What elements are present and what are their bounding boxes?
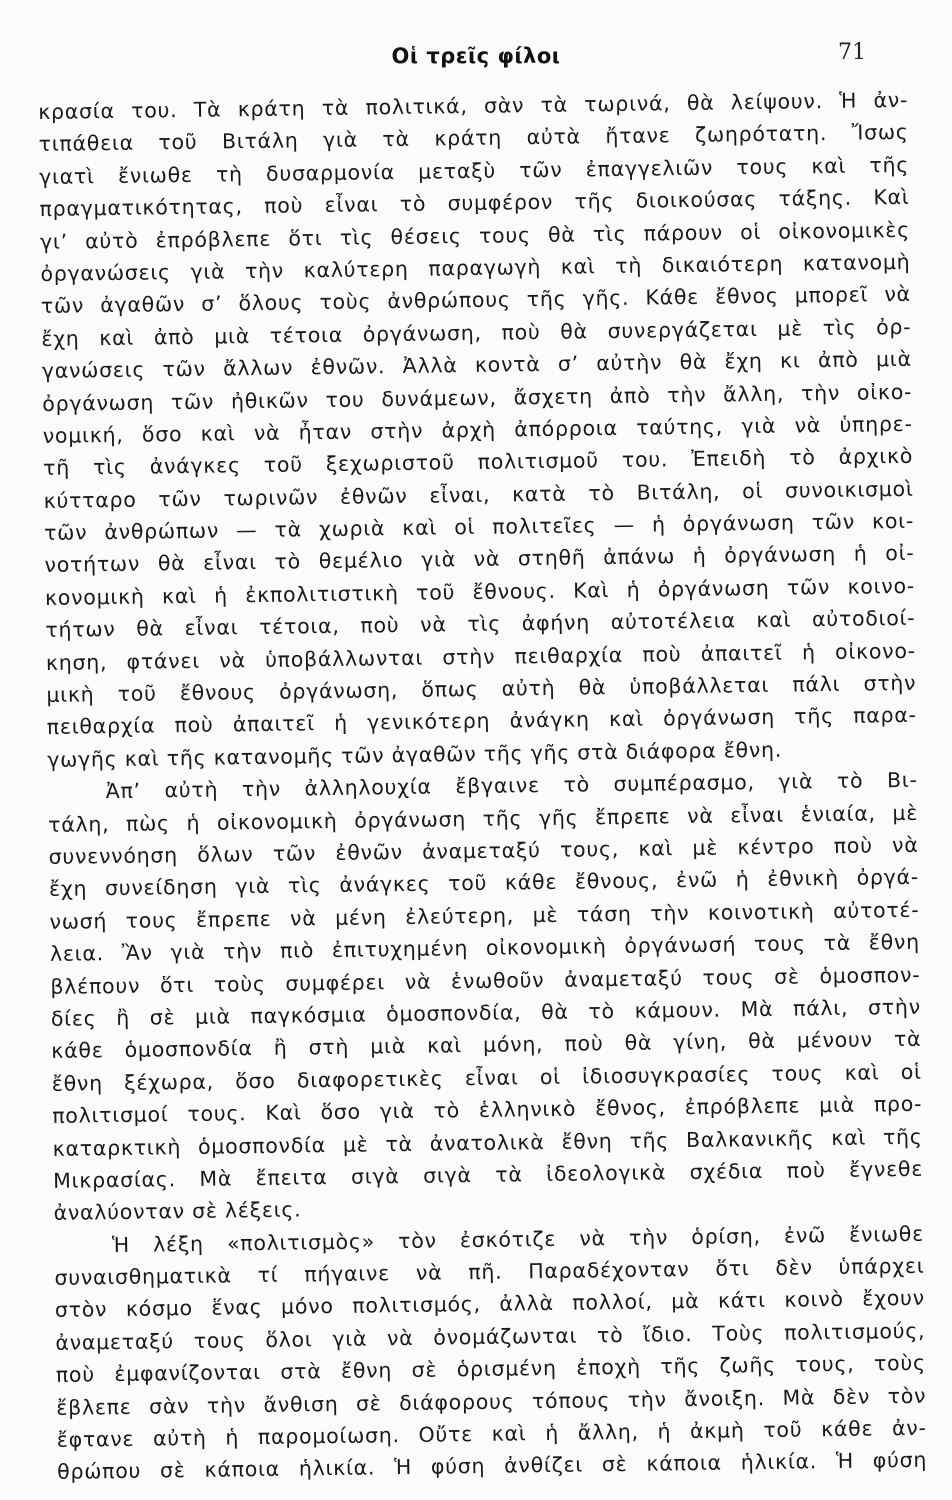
text-line: πραγματικότητας, ποὺ εἶναι τὸ συμφέρον τῆς διοικούσας τάξης. Καὶ [39, 185, 910, 222]
text-line: Ἡ λέξη «πολιτισμὸς» τὸν ἐσκότιζε νὰ τὴν ὁρίση, ἐνῶ ἔνιωθε [111, 1221, 925, 1257]
text-line: Μικρασίας. Μὰ ἔπειτα σιγὰ σιγὰ τὰ ἰδεολογικὰ σχέδια ποὺ ἔγνεθε [52, 1156, 924, 1193]
text-line: ποὺ ἐμφανίζονται στὰ ἔθνη σὲ ὁρισμένη ἐποχὴ τῆς ζωῆς τους, τοὺς [55, 1350, 926, 1388]
text-line: νοτήτων θὰ εἶναι τὸ θεμέλιο γιὰ νὰ στηθῆ ἀπάνω ἡ ὀργάνωση ἡ οἰ- [44, 541, 915, 578]
text-line: γανώσεις τῶν ἄλλων ἐθνῶν. Ἀλλὰ κοντὰ σ’ αὐτὴν θὰ ἔχη κι ἀπὸ μιὰ [41, 346, 912, 384]
text-line: τήτων θὰ εἶναι τέτοια, ποὺ νὰ τὶς ἀφήνη αὐτοτέλεια καὶ αὐτοδιοί- [45, 606, 916, 643]
text-line: νομική, ὅσο καὶ νὰ ἦταν στὴν ἀρχὴ ἀπόρροια ταύτης, γιὰ νὰ ὑπηρε- [42, 411, 913, 448]
text-line: γι’ αὐτὸ ἐπρόβλεπε ὅτι τὶς θέσεις τους θὰ τὶς πάρουν οἱ οἰκονομικὲς [39, 217, 911, 254]
text-line: ἔχη καὶ ἀπὸ μιὰ τέτοια ὀργάνωση, ποὺ θὰ συνεργάζεται μὲ τὶς ὀρ- [41, 314, 912, 351]
text-line: ἀναλύονταν σὲ λέξεις. [53, 1197, 302, 1226]
text-line: ἀναμεταξύ τους ὅλοι γιὰ νὰ ὀνομάζωνται τὸ ἴδιο. Τοὺς πολιτισμούς, [55, 1318, 926, 1355]
text-line: ὀργάνωση τῶν ἠθικῶν του δυνάμεων, ἄσχετη ἀπὸ τὴν ἄλλη, τὴν οἰκο- [42, 379, 913, 416]
text-line: συναισθηματικὰ τί πήγαινε νὰ πῆ. Παραδέχονταν ὅτι δὲν ὑπάρχει [54, 1253, 925, 1290]
text-line: στὸν κόσμο ἕνας μόνο πολιτισμός, ἀλλὰ πολλοί, μὰ κάτι κοινὸ ἔχουν [54, 1286, 926, 1323]
text-line: ἔφτανε αὐτὴ ἡ παρομοίωση. Οὔτε καὶ ἡ ἄλλη, ἡ ἀκμὴ τοῦ κάθε ἀν- [56, 1415, 927, 1452]
text-line: κύτταρο τῶν τωρινῶν ἐθνῶν εἶναι, κατὰ τὸ Βιτάλη, οἱ συνοικισμοὶ [43, 476, 914, 513]
text-line: ἔχη συνείδηση γιὰ τὶς ἀνάγκες τοῦ κάθε ἔθνους, ἐνῶ ἡ ἐθνικὴ ὀργά- [48, 865, 920, 902]
text-line: τιπάθεια τοῦ Βιτάλη γιὰ τὰ κράτη αὐτὰ ἤτανε ζωηρότατη. Ἴσως [38, 120, 909, 157]
text-line: κηση, φτάνει νὰ ὑποβάλλωνται στὴν πειθαρχία ποὺ ἀπαιτεῖ ἡ οἰκονο- [45, 638, 916, 675]
text-line: τῶν ἀγαθῶν σ’ ὅλους τοὺς ἀνθρώπους τῆς γῆς. Κάθε ἔθνος μπορεῖ νὰ [40, 282, 912, 319]
text-line: κονομικὴ καὶ ἡ ἐκπολιτιστικὴ τοῦ ἔθνους. Καὶ ἡ ὀργάνωση τῶν κοινο- [44, 573, 916, 610]
text-line: τάλη, πὼς ἡ οἰκονομικὴ ὀργάνωση τῆς γῆς ἔπρεπε νὰ εἶναι ἑνιαία, μὲ [48, 800, 919, 837]
text-line: καταρκτικὴ ὁμοσπονδία μὲ τὰ ἀνατολικὰ ἔθνη τῆς Βαλκανικῆς καὶ τῆς [52, 1124, 923, 1161]
text-line: πολιτισμοί τους. Καὶ ὅσο γιὰ τὸ ἑλληνικὸ ἔθνος, ἐπρόβλεπε μιὰ προ- [52, 1091, 923, 1129]
text-line: δίες ἢ σὲ μιὰ παγκόσμια ὁμοσπονδία, θὰ τὸ κάμουν. Μὰ πάλι, στὴν [50, 994, 921, 1031]
text-line: κάθε ὁμοσπονδία ἢ στὴ μιὰ καὶ μόνη, ποὺ θὰ γίνη, θὰ μένουν τὰ [51, 1027, 922, 1064]
body-text [38, 84, 927, 1489]
text-line: ὀργανώσεις γιὰ τὴν καλύτερη παραγωγὴ καὶ τὴ δικαιότερη κατανομὴ [40, 249, 911, 286]
text-line: τῆ τὶς ἀνάγκες τοῦ ξεχωριστοῦ πολιτισμοῦ του. Ἐπειδὴ τὸ ἀρχικὸ [43, 444, 914, 481]
text-line: ἔβλεπε σὰν τὴν ἄνθιση σὲ διάφορους τόπους τὴν ἄνοιξη. Μὰ δὲν τὸν [56, 1383, 927, 1420]
text-line: κρασία του. Τὰ κράτη τὰ πολιτικά, σὰν τὰ τωρινά, θὰ λείψουν. Ἡ ἀν- [38, 87, 909, 124]
text-line: νωσή τους ἔπρεπε νὰ μένη ἐλεύτερη, μὲ τάση τὴν κοινοτικὴ αὐτοτέ- [49, 897, 920, 934]
running-head [0, 40, 952, 72]
text-line: συνεννόηση ὅλων τῶν ἐθνῶν ἀναμεταξύ τους, καὶ μὲ κέντρο ποὺ νὰ [48, 832, 919, 869]
text-line: ἔθνη ξέχωρα, ὅσο διαφορετικὲς εἶναι οἱ ἰδιοσυγκρασίες τους καὶ οἱ [51, 1059, 922, 1096]
text-line: Ἀπ’ αὐτὴ τὴν ἀλληλουχία ἔβγαινε τὸ συμπέρασμο, γιὰ τὸ Βι- [105, 767, 918, 804]
text-line: γωγῆς καὶ τῆς κατανομῆς τῶν ἀγαθῶν τῆς γῆς στὰ διάφορα ἔθνη. [47, 737, 783, 772]
text-line: θρώπου σὲ κάποια ἡλικία. Ἡ φύση ἀνθίζει σὲ κάποια ἡλικία. Ἡ φύση [57, 1448, 928, 1485]
text-line: τῶν ἀνθρώπων — τὰ χωριὰ καὶ οἱ πολιτεῖες — ἡ ὀργάνωση τῶν κοι- [43, 508, 915, 546]
running-title: Οἱ τρεῖς φίλοι [391, 44, 561, 68]
page-number: 71 [838, 40, 866, 65]
text-line: μικὴ τοῦ ἔθνους ὀργάνωση, ὅπως αὐτὴ θὰ ὑποβάλλεται πάλι στὴν [46, 670, 917, 707]
text-line: πειθαρχία ποὺ ἀπαιτεῖ ἡ γενικότερη ἀνάγκη καὶ ὀργάνωση τῆς παρα- [46, 703, 917, 740]
text-line: λεια. Ἂν γιὰ τὴν πιὸ ἐπιτυχημένη οἰκονομικὴ ὀργάνωσή τους τὰ ἔθνη [49, 929, 921, 967]
text-line: γιατὶ ἔνιωθε τὴ δυσαρμονία μεταξὺ τῶν ἐπαγγελιῶν τους καὶ τῆς [38, 152, 910, 189]
text-line: βλέπουν ὅτι τοὺς συμφέρει νὰ ἑνωθοῦν ἀναμεταξύ τους σὲ ὁμοσπον- [50, 962, 921, 999]
